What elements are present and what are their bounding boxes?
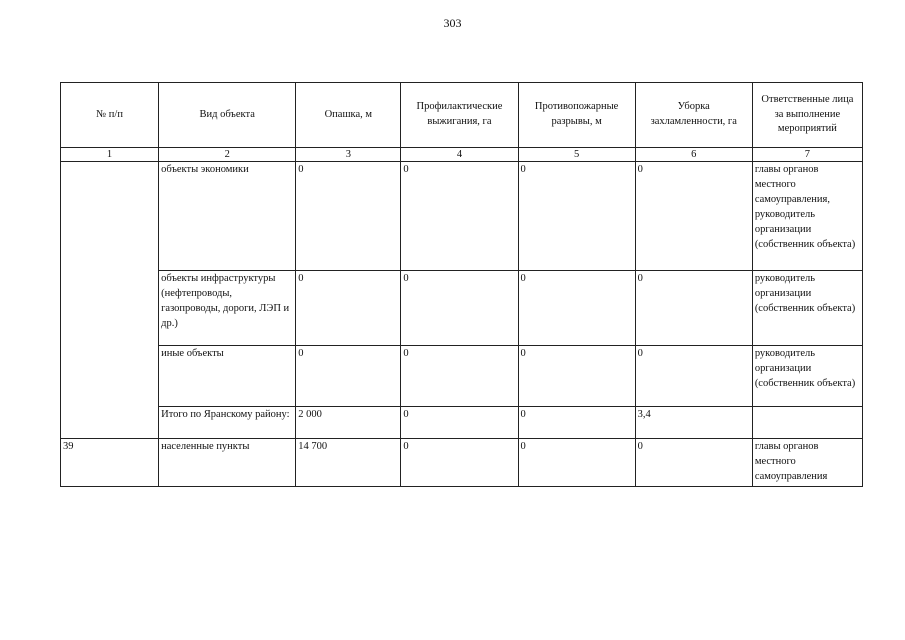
- total-firebreaks-cell: 0: [518, 407, 635, 439]
- total-row: [61, 407, 863, 439]
- table-row: [61, 346, 863, 407]
- header-burning: Профилактические выжигания, га: [401, 83, 518, 148]
- burning-cell: 0: [401, 346, 518, 407]
- column-number: 2: [159, 148, 296, 162]
- firebreaks-cell: 0: [518, 346, 635, 407]
- object-type-cell: иные объекты: [159, 346, 296, 407]
- header-firebreaks: Противопожарные разрывы, м: [518, 83, 635, 148]
- plowing-cell: 0: [296, 271, 401, 346]
- row-number-cell: [61, 162, 159, 439]
- total-cleanup-cell: 3,4: [635, 407, 752, 439]
- page-number: 303: [443, 16, 462, 30]
- total-label-cell: Итого по Яранскому району:: [159, 407, 296, 439]
- responsible-cell: главы органов местного самоуправления, руководитель организации (собственник объекта): [752, 162, 862, 271]
- column-number: 1: [61, 148, 159, 162]
- header-responsible: Ответственные лица за выполнение мероприятий: [752, 83, 862, 148]
- header-cleanup: Уборка захламленности, га: [635, 83, 752, 148]
- object-type-cell: объекты инфраструктуры (нефтепроводы, газопроводы, дороги, ЛЭП и др.): [159, 271, 296, 346]
- burning-cell: 0: [401, 162, 518, 271]
- header-num: № п/п: [61, 83, 159, 148]
- responsible-cell: главы органов местного самоуправления: [752, 439, 862, 487]
- table-row: [61, 162, 863, 271]
- responsible-cell: руководитель организации (собственник объекта): [752, 346, 862, 407]
- plowing-cell: 0: [296, 346, 401, 407]
- column-number: 3: [296, 148, 401, 162]
- fire-prevention-table: [60, 82, 863, 487]
- object-type-cell: населенные пункты: [159, 439, 296, 487]
- cleanup-cell: 0: [635, 439, 752, 487]
- cleanup-cell: 0: [635, 346, 752, 407]
- total-burning-cell: 0: [401, 407, 518, 439]
- column-number-row: [61, 148, 863, 162]
- total-responsible-cell: [752, 407, 862, 439]
- plowing-cell: 14 700: [296, 439, 401, 487]
- table-row: [61, 271, 863, 346]
- object-type-cell: объекты экономики: [159, 162, 296, 271]
- header-row: [61, 83, 863, 148]
- row-number-cell: 39: [61, 439, 159, 487]
- column-number: 5: [518, 148, 635, 162]
- burning-cell: 0: [401, 271, 518, 346]
- cleanup-cell: 0: [635, 162, 752, 271]
- total-plowing-cell: 2 000: [296, 407, 401, 439]
- burning-cell: 0: [401, 439, 518, 487]
- column-number: 4: [401, 148, 518, 162]
- header-plowing: Опашка, м: [296, 83, 401, 148]
- firebreaks-cell: 0: [518, 271, 635, 346]
- responsible-cell: руководитель организации (собственник объекта): [752, 271, 862, 346]
- column-number: 6: [635, 148, 752, 162]
- firebreaks-cell: 0: [518, 439, 635, 487]
- firebreaks-cell: 0: [518, 162, 635, 271]
- column-number: 7: [752, 148, 862, 162]
- plowing-cell: 0: [296, 162, 401, 271]
- table-row: [61, 439, 863, 487]
- cleanup-cell: 0: [635, 271, 752, 346]
- header-object-type: Вид объекта: [159, 83, 296, 148]
